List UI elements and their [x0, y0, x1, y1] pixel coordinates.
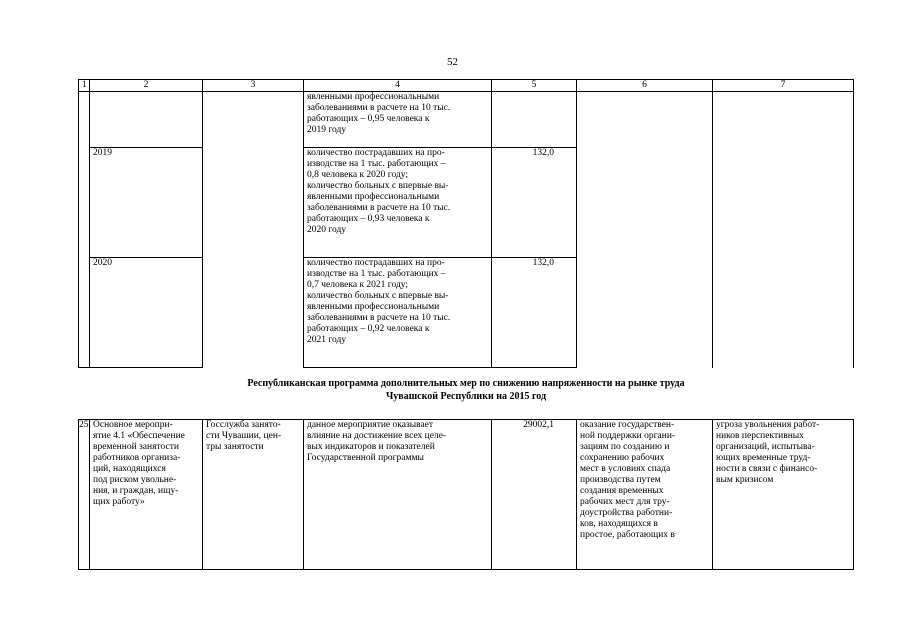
column-number: 6	[577, 80, 713, 92]
value-cell: 29002,1	[492, 420, 577, 570]
table-row	[79, 92, 854, 148]
page-number: 52	[447, 56, 458, 68]
indicator-cell: количество пострадавших на про- изводстве на 1 тыс. работающих – 0,8 человека к 2020 году; количество больных с впервые вы- явленными профессиональными заболеваниями в расчете на 10 тыс. работающих – 0,93 человека к 2020 году	[304, 148, 492, 258]
measure-name-cell: Основное меропри- ятие 4.1 «Обеспечение временной занятости работников организа- ций, находящихся под риском увольне- ния, и граждан, ищу- щих работу»	[90, 420, 203, 570]
year-cell	[90, 92, 203, 148]
column-number: 2	[90, 80, 203, 92]
table-row	[79, 420, 854, 570]
indicator-cell: данное мероприятие оказывает влияние на достижение всех целе- вых индикаторов и показателей Государственной программы	[304, 420, 492, 570]
value-cell	[492, 92, 577, 148]
year-cell: 2019	[90, 148, 203, 258]
indicator-cell: явленными профессиональными заболеваниями в расчете на 10 тыс. работающих – 0,95 человека к 2019 году	[304, 92, 492, 148]
risk-cell: угроза увольнения работ- ников перспективных организаций, испытыва- ющих временные труд- ности в связи с финансо- вым кризисом	[713, 420, 854, 570]
column-number: 4	[304, 80, 492, 92]
value-cell: 132,0	[492, 148, 577, 258]
section-title: Республиканская программа дополнительных мер по снижению напряженности на рынке труда Чувашской Республики на 2015 год	[247, 378, 685, 402]
year-cell: 2020	[90, 258, 203, 368]
column-number: 3	[203, 80, 304, 92]
column-number: 1	[79, 80, 90, 92]
program-table	[78, 419, 854, 570]
row-number-cell: 25.	[79, 420, 90, 570]
result-cell: оказание государствен- ной поддержки органи- зациям по созданию и сохранению рабочих мест в условиях спада производства путем создания временных рабочих мест для тру- доустройства работни- ков, находящихся в простое, работающих в	[577, 420, 713, 570]
column-number: 7	[713, 80, 854, 92]
executor-cell: Госслужба занято- сти Чувашии, цен- тры занятости	[203, 420, 304, 570]
indicator-cell: количество пострадавших на про- изводстве на 1 тыс. работающих – 0,7 человека к 2021 году; количество больных с впервые вы- явленными профессиональными заболеваниями в расчете на 10 тыс. работающих – 0,92 человека к 2021 году	[304, 258, 492, 368]
column-number: 5	[492, 80, 577, 92]
continued-table	[78, 79, 854, 368]
column-number-header	[79, 80, 854, 92]
value-cell: 132,0	[492, 258, 577, 368]
